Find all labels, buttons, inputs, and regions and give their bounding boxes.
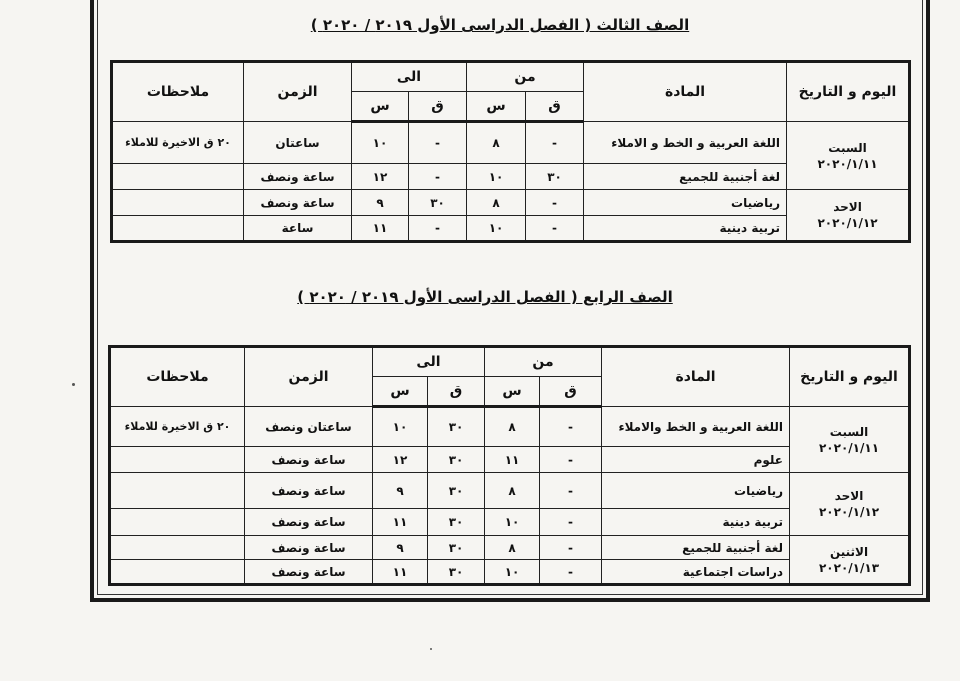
scan-speck: [430, 648, 432, 650]
table-row: [112, 122, 910, 164]
from-minute-cell: -: [526, 216, 584, 242]
from-hour-cell: ١١: [485, 447, 540, 473]
date-value: ٢٠٢٠/١/١١: [818, 440, 880, 455]
header-notes: ملاحظات: [112, 62, 244, 122]
header-subject: المادة: [584, 62, 787, 122]
to-hour-cell: ١٠: [352, 122, 409, 164]
header-from-hour: س: [467, 92, 526, 122]
from-minute-cell: -: [540, 447, 602, 473]
from-hour-cell: ٨: [467, 190, 526, 216]
to-minute-cell: ٣٠: [428, 509, 485, 536]
from-hour-cell: ١٠: [485, 560, 540, 585]
from-hour-cell: ٨: [467, 122, 526, 164]
to-hour-cell: ١١: [373, 509, 428, 536]
duration-cell: ساعتان ونصف: [245, 407, 373, 447]
day-name: الاثنين: [829, 544, 869, 559]
to-hour-cell: ١٢: [373, 447, 428, 473]
day-date-cell: [787, 122, 910, 190]
scan-speck: [72, 383, 75, 386]
duration-cell: ساعتان: [244, 122, 352, 164]
day-date-cell: [790, 536, 910, 585]
duration-cell: ساعة ونصف: [245, 473, 373, 509]
from-minute-cell: -: [540, 473, 602, 509]
to-minute-cell: ٣٠: [428, 447, 485, 473]
subject-cell: رياضيات: [584, 190, 787, 216]
header-from-minute: ق: [540, 377, 602, 407]
table-row: [110, 407, 910, 447]
header-from-hour: س: [485, 377, 540, 407]
day-name: السبت: [829, 424, 869, 439]
day-date-cell: [790, 407, 910, 473]
duration-cell: ساعة ونصف: [244, 164, 352, 190]
note-cell: ٢٠ ق الاخيرة للاملاء: [112, 122, 244, 164]
day-date-cell: [787, 190, 910, 242]
subject-cell: لغة أجنبية للجميع: [602, 536, 790, 560]
header-to: الى: [352, 62, 467, 92]
table-row: [110, 536, 910, 560]
to-minute-cell: ٣٠: [409, 190, 467, 216]
from-minute-cell: -: [540, 536, 602, 560]
table-row: [110, 473, 910, 509]
note-cell: [110, 560, 245, 585]
from-hour-cell: ٨: [485, 473, 540, 509]
subject-cell: لغة أجنبية للجميع: [584, 164, 787, 190]
day-name: الاحد: [833, 200, 862, 214]
from-minute-cell: -: [540, 407, 602, 447]
subject-cell: تربية دينية: [602, 509, 790, 536]
from-hour-cell: ٨: [485, 407, 540, 447]
section1-schedule-table: [110, 60, 911, 243]
header-from: من: [467, 62, 584, 92]
duration-cell: ساعة ونصف: [244, 190, 352, 216]
date-value: ٢٠٢٠/١/١٢: [817, 216, 878, 230]
date-value: ٢٠٢٠/١/١١: [817, 156, 878, 171]
section1-title: الصف الثالث ( الفصل الدراسى الأول ٢٠١٩ / ٢٠٢٠ ): [310, 16, 690, 34]
header-to-minute: ق: [428, 377, 485, 407]
header-day-date: اليوم و التاريخ: [790, 347, 910, 407]
to-hour-cell: ٩: [373, 473, 428, 509]
to-hour-cell: ١٢: [352, 164, 409, 190]
day-date-cell: [790, 473, 910, 536]
section2-title: الصف الرابع ( الفصل الدراسى الأول ٢٠١٩ / ٢٠٢٠ ): [297, 288, 673, 306]
to-minute-cell: -: [409, 122, 467, 164]
table-row: [110, 509, 910, 536]
from-minute-cell: ٣٠: [526, 164, 584, 190]
from-minute-cell: -: [526, 190, 584, 216]
subject-cell: تربية دينية: [584, 216, 787, 242]
subject-cell: اللغة العربية و الخط و الاملاء: [584, 122, 787, 164]
header-to: الى: [373, 347, 485, 377]
from-minute-cell: -: [526, 122, 584, 164]
subject-cell: اللغة العربية و الخط والاملاء: [602, 407, 790, 447]
note-cell: [110, 447, 245, 473]
subject-cell: رياضيات: [602, 473, 790, 509]
date-value: ٢٠٢٠/١/١٣: [818, 560, 880, 575]
to-minute-cell: -: [409, 164, 467, 190]
note-cell: [112, 164, 244, 190]
note-cell: [112, 216, 244, 242]
to-minute-cell: -: [409, 216, 467, 242]
header-to-hour: س: [352, 92, 409, 122]
subject-cell: دراسات اجتماعية: [602, 560, 790, 585]
section2-schedule-table: [108, 345, 911, 586]
to-minute-cell: ٣٠: [428, 560, 485, 585]
table-row: [110, 560, 910, 585]
from-hour-cell: ٨: [485, 536, 540, 560]
note-cell: [112, 190, 244, 216]
duration-cell: ساعة ونصف: [245, 509, 373, 536]
header-notes: ملاحظات: [110, 347, 245, 407]
header-duration: الزمن: [245, 347, 373, 407]
header-duration: الزمن: [244, 62, 352, 122]
from-hour-cell: ١٠: [467, 164, 526, 190]
header-to-minute: ق: [409, 92, 467, 122]
header-to-hour: س: [373, 377, 428, 407]
from-hour-cell: ١٠: [467, 216, 526, 242]
to-minute-cell: ٣٠: [428, 536, 485, 560]
to-hour-cell: ١١: [352, 216, 409, 242]
note-cell: ٢٠ ق الاخيرة للاملاء: [110, 407, 245, 447]
from-minute-cell: -: [540, 560, 602, 585]
day-name: الاحد: [834, 489, 864, 503]
to-hour-cell: ٩: [352, 190, 409, 216]
duration-cell: ساعة ونصف: [245, 447, 373, 473]
subject-cell: علوم: [602, 447, 790, 473]
duration-cell: ساعة ونصف: [245, 560, 373, 585]
to-hour-cell: ٩: [373, 536, 428, 560]
from-hour-cell: ١٠: [485, 509, 540, 536]
day-name: السبت: [828, 140, 867, 155]
note-cell: [110, 509, 245, 536]
to-minute-cell: ٣٠: [428, 407, 485, 447]
header-subject: المادة: [602, 347, 790, 407]
duration-cell: ساعة ونصف: [245, 536, 373, 560]
note-cell: [110, 473, 245, 509]
to-hour-cell: ١١: [373, 560, 428, 585]
from-minute-cell: -: [540, 509, 602, 536]
table-row: [110, 447, 910, 473]
header-from-minute: ق: [526, 92, 584, 122]
to-minute-cell: ٣٠: [428, 473, 485, 509]
note-cell: [110, 536, 245, 560]
to-hour-cell: ١٠: [373, 407, 428, 447]
header-from: من: [485, 347, 602, 377]
date-value: ٢٠٢٠/١/١٢: [818, 505, 880, 519]
duration-cell: ساعة: [244, 216, 352, 242]
header-day-date: اليوم و التاريخ: [787, 62, 910, 122]
table-row: [112, 190, 910, 216]
